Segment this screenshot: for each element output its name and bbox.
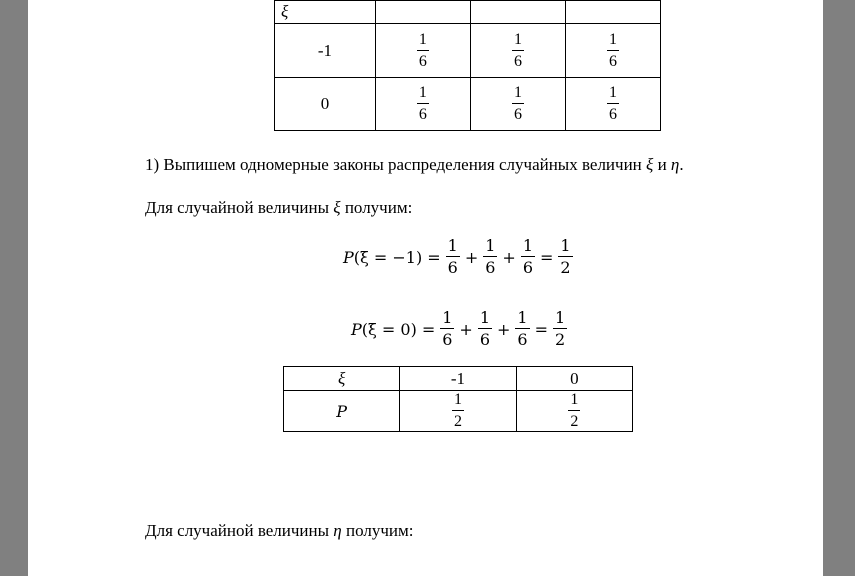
table-cell bbox=[470, 78, 565, 131]
table-cell bbox=[375, 24, 470, 78]
document-page bbox=[28, 0, 823, 576]
table-cell bbox=[516, 391, 632, 432]
fraction: $\frac{1}{6}$ bbox=[442, 308, 453, 349]
table-header-cell bbox=[470, 1, 565, 24]
table-row bbox=[275, 78, 661, 131]
fraction: $\frac{1}{2}$ bbox=[560, 236, 571, 277]
fraction: $\frac{1}{6}$ bbox=[479, 308, 491, 349]
table-cell bbox=[565, 78, 660, 131]
table-header-cell: 0 bbox=[516, 367, 632, 391]
table-cell bbox=[400, 391, 516, 432]
table-row bbox=[284, 391, 633, 432]
table-cell bbox=[375, 78, 470, 131]
fraction: $\frac{1}{6}$ bbox=[517, 308, 528, 349]
paragraph-step-1: 1) Выпишем одномерные законы распределения случайных величин ξ и η. bbox=[145, 155, 684, 174]
fraction: $\frac{1}{2}$ bbox=[555, 308, 566, 349]
fraction: $\frac{1}{6}$ bbox=[418, 30, 427, 70]
table-row bbox=[275, 1, 661, 24]
scrollbar[interactable] bbox=[823, 0, 855, 576]
table-header-cell: ξ bbox=[284, 367, 400, 391]
table-cell bbox=[565, 24, 660, 78]
table-row-label: -1 bbox=[275, 24, 376, 78]
fraction: $\frac{1}{6}$ bbox=[513, 84, 522, 123]
joint-distribution-table bbox=[274, 0, 661, 131]
table-row bbox=[284, 367, 633, 391]
table-header-cell: -1 bbox=[400, 367, 516, 391]
table-header-cell: ξ bbox=[275, 1, 376, 24]
fraction: $\frac{1}{6}$ bbox=[418, 84, 427, 123]
fraction: $\frac{1}{6}$ bbox=[608, 84, 617, 123]
xi-distribution-table bbox=[283, 366, 633, 432]
table-header-cell bbox=[375, 1, 470, 24]
fraction: $\frac{1}{6}$ bbox=[447, 236, 458, 277]
table-header-cell bbox=[565, 1, 660, 24]
fraction: $\frac{1}{6}$ bbox=[522, 236, 534, 277]
paragraph-eta-intro: Для случайной величины η получим: bbox=[145, 521, 414, 540]
equation-xi-minus-one: P(ξ = −1) = $\frac{1}{6}$ + $\frac{1}{6}$ + $\frac{1}{6}$ = $\frac{1}{2}$ bbox=[343, 236, 571, 277]
table-row-label: 0 bbox=[275, 78, 376, 131]
fraction: $\frac{1}{2}$ bbox=[453, 391, 462, 430]
table-row-label: P bbox=[284, 391, 400, 432]
fraction: $\frac{1}{6}$ bbox=[608, 30, 617, 70]
fraction: $\frac{1}{2}$ bbox=[570, 391, 579, 430]
paragraph-xi-intro: Для случайной величины ξ получим: bbox=[145, 198, 413, 217]
fraction: $\frac{1}{6}$ bbox=[485, 236, 496, 277]
table-cell bbox=[470, 24, 565, 78]
table-row bbox=[275, 24, 661, 78]
equation-xi-zero: P(ξ = 0) = $\frac{1}{6}$ + $\frac{1}{6}$ + $\frac{1}{6}$ = $\frac{1}{2}$ bbox=[351, 308, 566, 349]
fraction: $\frac{1}{6}$ bbox=[513, 30, 522, 70]
